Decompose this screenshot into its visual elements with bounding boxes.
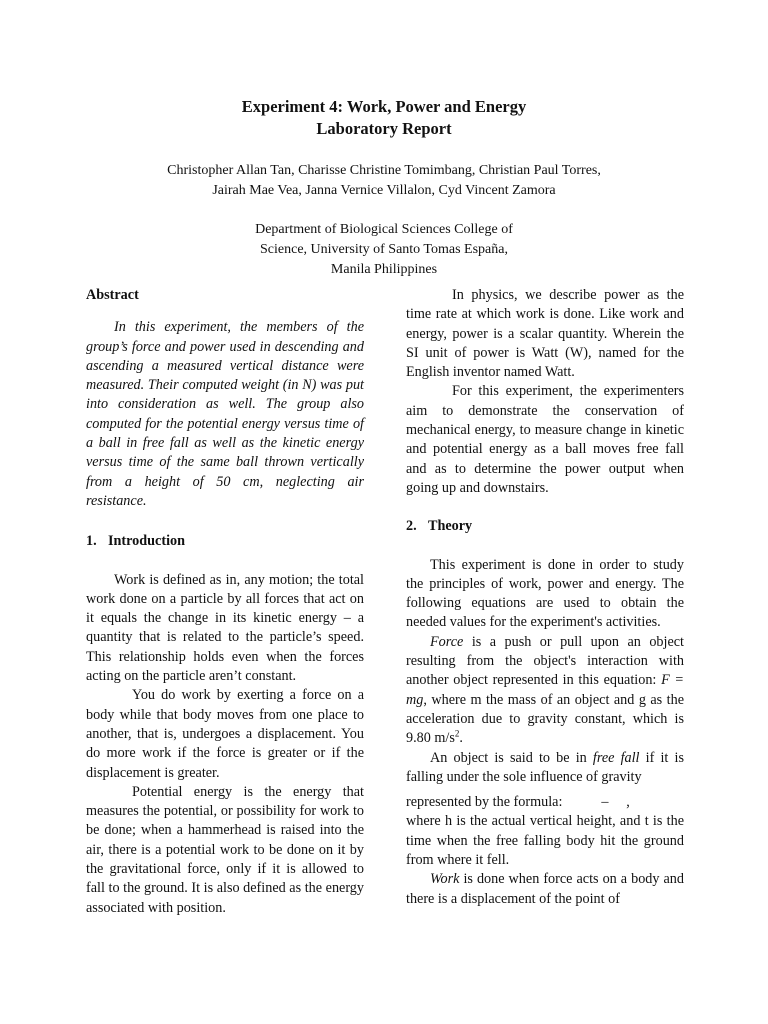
abstract-body: In this experiment, the members of the group’s force and power used in descending and ascending a measured vertical distance were measured. Their computed weight (in N) was put into consideration as well. The group also computed for the potential energy versus time of a ball in free fall as well as the kinetic energy versus time of the same ball thrown vertically from a height of 50 cm, neglecting air resistance. <box>86 319 364 509</box>
introduction-heading <box>86 532 364 551</box>
force-equation: F = mg <box>406 672 684 708</box>
freefall-text-a: An object is said to be in <box>430 749 593 766</box>
force-text-b: , where m the mass of an object and g as the acceleration due to gravity constant, which is 9.80 m/s <box>406 691 684 747</box>
force-text-a: is a push or pull upon an object resulting from the object's interaction with another object represented in this equation: <box>406 633 684 689</box>
force-superscript: 2 <box>454 728 460 739</box>
freefall-paragraph <box>406 749 684 788</box>
introduction-paragraph-1: Work is defined as in, any motion; the total work done on a particle by all forces that act on it equals the change in its kinetic energy – a quantity that is related to the particle’s speed. This relationship holds even when the forces acting on the particle aren’t constant. <box>86 571 364 685</box>
paper-title <box>0 96 768 140</box>
freefall-term: free fall <box>592 749 640 766</box>
force-term: Force <box>430 633 464 650</box>
title-line-2: Laboratory Report <box>316 119 452 138</box>
introduction-title: Introduction <box>108 533 185 550</box>
introduction-paragraph-2: You do work by exerting a force on a body while that body moves from one place to another, that is, undergoes a displacement. You do more work if the force is greater or if the displacement is greater. <box>86 687 364 781</box>
authors-line-2: Jairah Mae Vea, Janna Vernice Villalon, Cyd Vincent Zamora <box>212 183 556 198</box>
power-paragraph: In physics, we describe power as the time rate at which work is done. Like work and energy, power is a scalar quantity. Wherein the SI unit of power is Watt (W), named for the English inventor named Watt. <box>406 287 684 381</box>
affiliation-line-1: Department of Biological Sciences College of <box>255 222 513 237</box>
affiliation <box>0 220 768 280</box>
left-column <box>86 286 364 918</box>
title-line-1: Experiment 4: Work, Power and Energy <box>241 97 527 116</box>
right-column <box>406 286 684 909</box>
freefall-text-b: if it is falling under the sole influence of gravity <box>406 749 684 785</box>
theory-paragraph-1: This experiment is done in order to study the principles of work, power and energy. The following equations are used to obtain the needed values for the experiment's activities. <box>406 556 684 631</box>
introduction-number: 1. <box>86 533 97 550</box>
aim-paragraph: For this experiment, the experimenters aim to demonstrate the conservation of mechanical energy, to measure change in kinetic and potential energy as a ball moves free fall and as to determine the power output when going up and downstairs. <box>406 383 684 496</box>
authors-line-1: Christopher Allan Tan, Charisse Christine Tomimbang, Christian Paul Torres, <box>167 163 601 178</box>
affiliation-line-3: Manila Philippines <box>330 262 438 277</box>
author-list <box>0 161 768 201</box>
force-end: . <box>459 730 463 747</box>
formula-explanation: where h is the actual vertical height, and t is the time when the free falling body hit the ground from where it fell. <box>406 813 684 869</box>
theory-number: 2. <box>406 518 417 535</box>
work-paragraph <box>406 870 684 909</box>
theory-title: Theory <box>428 518 473 535</box>
work-term: Work <box>430 871 460 888</box>
theory-heading <box>406 517 684 536</box>
abstract-heading: Abstract <box>86 287 139 303</box>
paper-header <box>0 96 768 280</box>
formula-symbols: – , <box>562 794 630 811</box>
affiliation-line-2: Science, University of Santo Tomas España, <box>260 242 508 257</box>
formula-line <box>406 793 684 812</box>
introduction-paragraph-3: Potential energy is the energy that measures the potential, or possibility for work to be done; when a hammerhead is raised into the air, there is a potential work to be done on it by the gravitational force, only if it is allowed to fall to the ground. It is also defined as the energy associated with position. <box>86 783 364 916</box>
work-text: is done when force acts on a body and there is a displacement of the point of <box>406 871 684 907</box>
force-paragraph <box>406 633 684 749</box>
formula-label: represented by the formula: <box>406 794 563 811</box>
